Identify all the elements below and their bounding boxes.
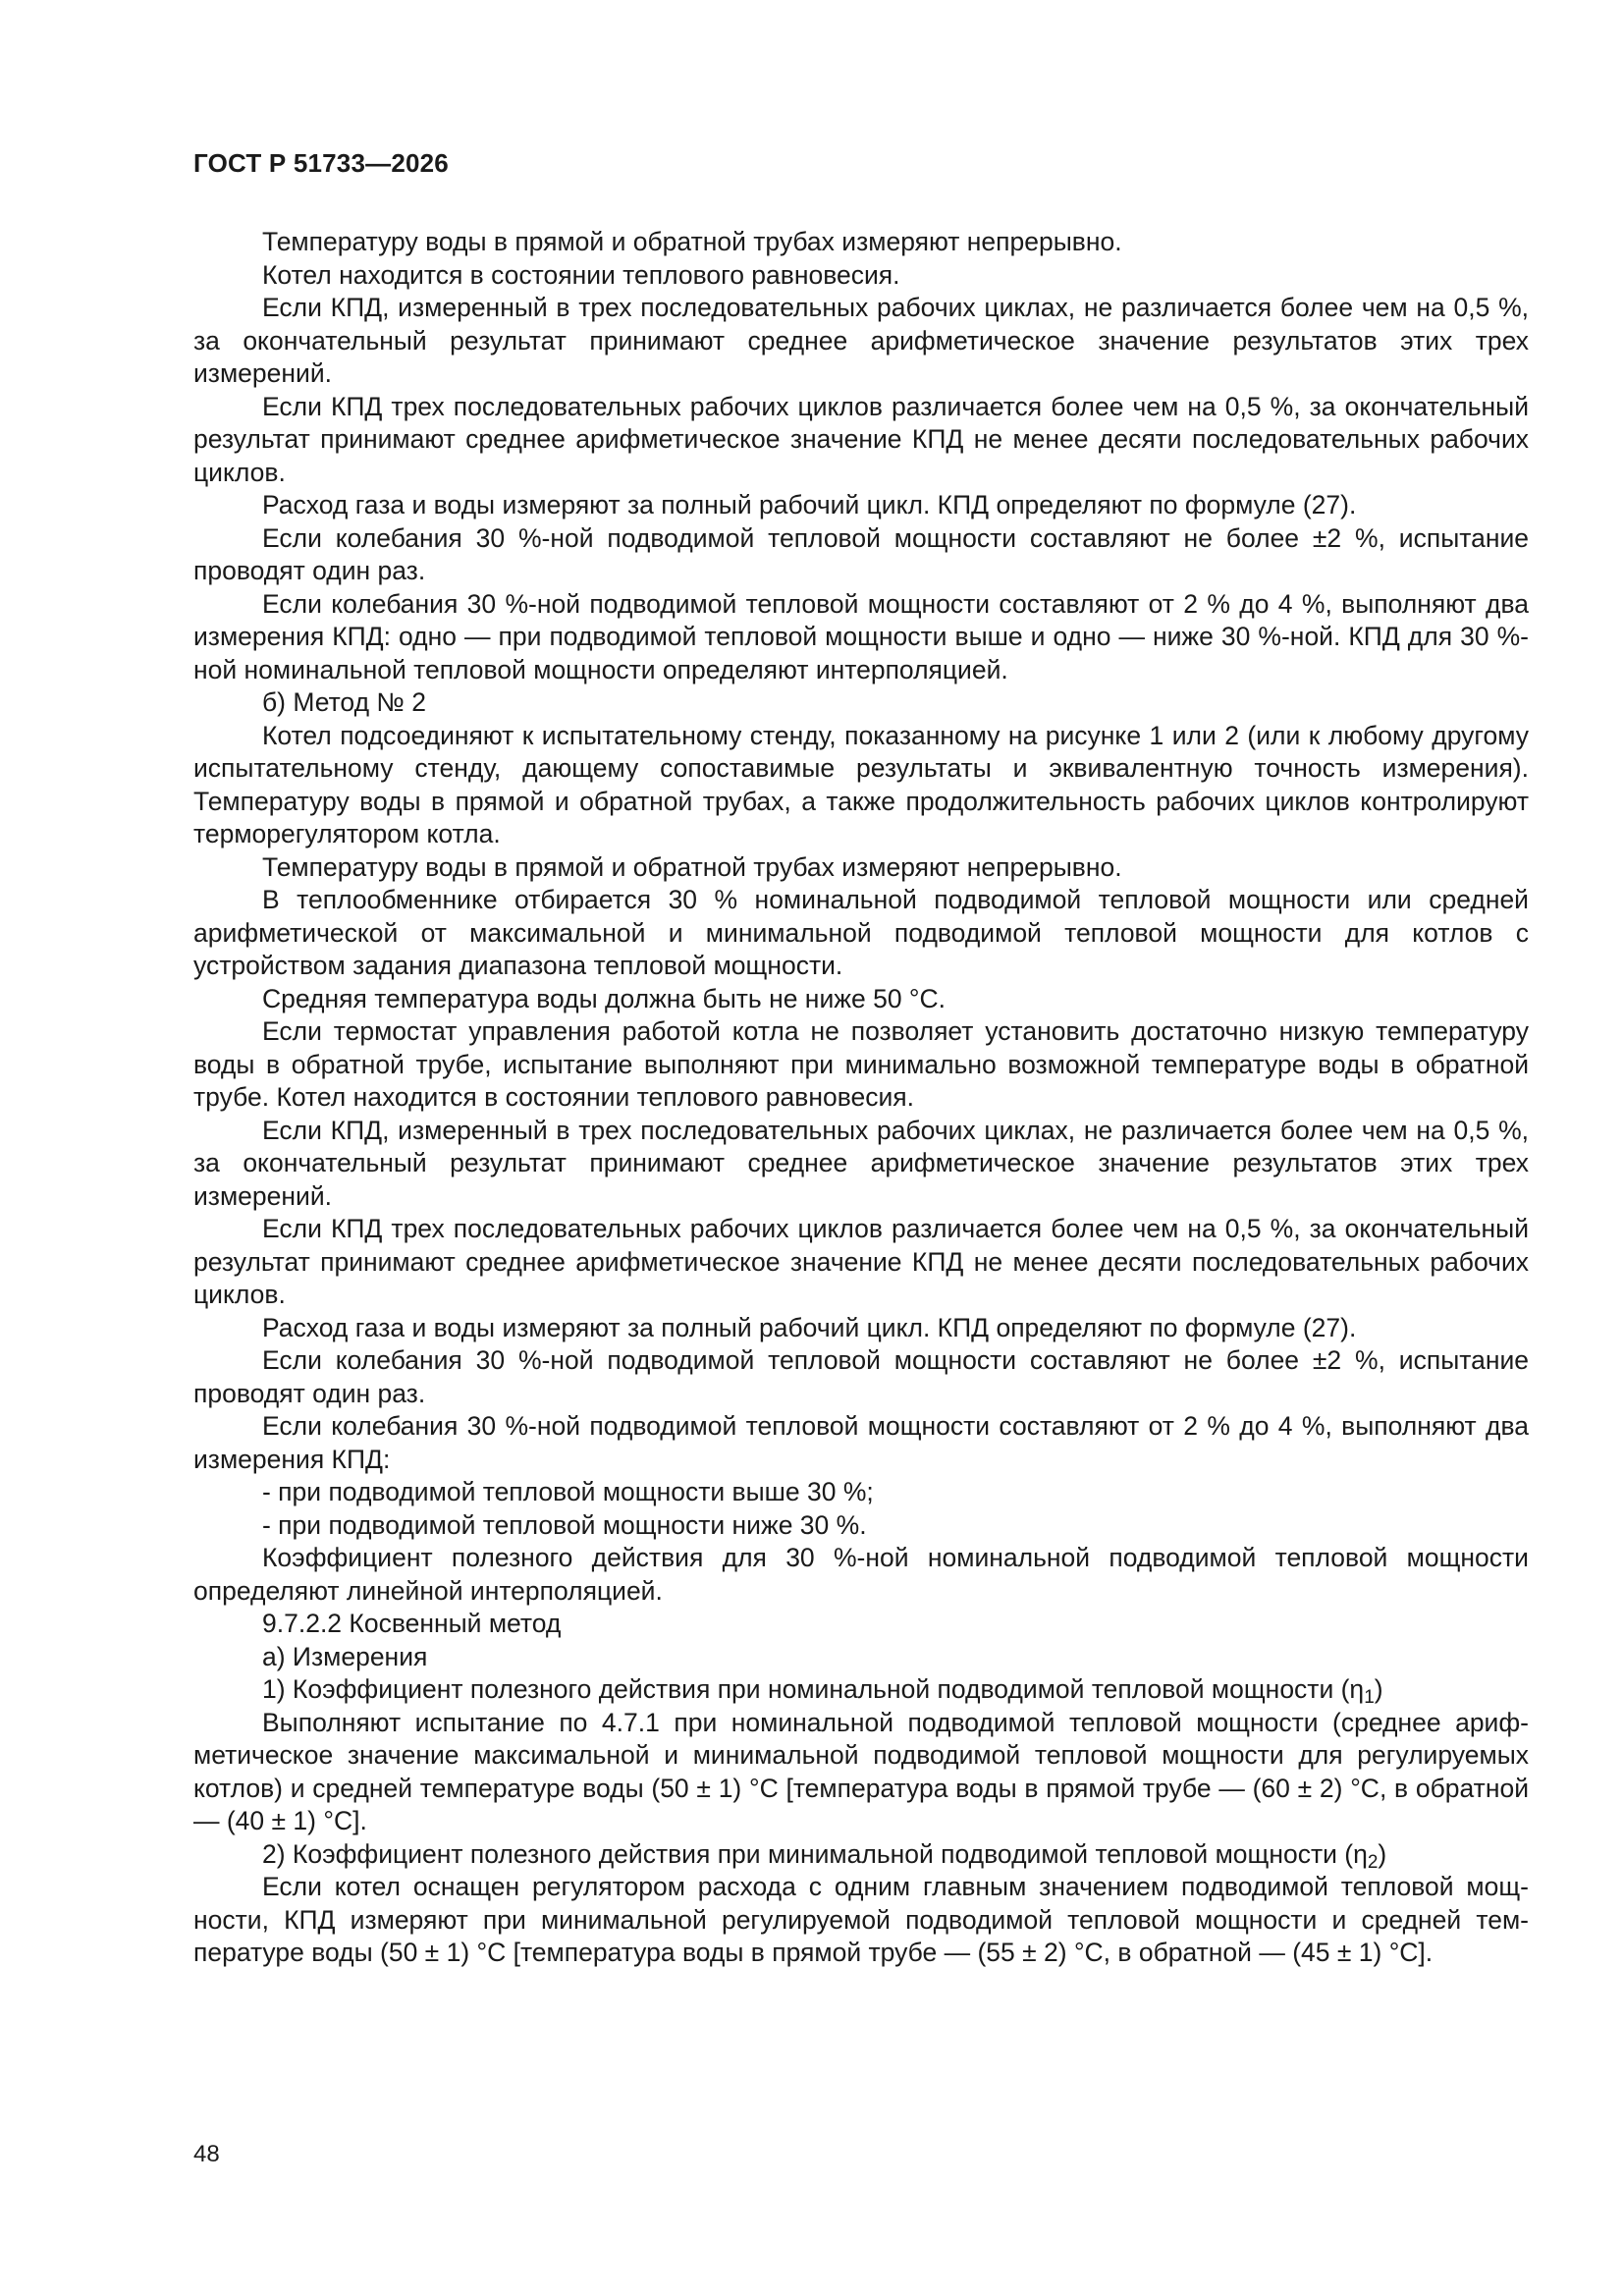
method-heading: б) Метод № 2: [262, 687, 426, 717]
paragraph: Котел находится в состоянии теплового равновесия.: [262, 259, 900, 290]
paragraph: Температуру воды в прямой и обратной трубах измеряют непрерывно.: [262, 227, 1122, 256]
paragraph: В теплообменнике отбирается 30 % номинальной подводимой тепловой мощности или средней арифметической от максимальной и минимальной подводимой тепловой мощности для котлов с устройством задания диапазона тепловой мощности.: [193, 885, 1529, 980]
paragraph: Если КПД трех последовательных рабочих циклов различается более чем на 0,5 %, за окончательный результат принимают среднее арифметическое значение КПД не менее десяти последовательных рабочих циклов.: [193, 391, 1529, 487]
paragraph: Средняя температура воды должна быть не ниже 50 °С.: [262, 983, 947, 1013]
paragraph: Если колебания 30 %-ной подводимой тепловой мощности составляют не более ±2 %, испытание проводят один раз.: [193, 1345, 1529, 1408]
paragraph: Если колебания 30 %-ной подводимой тепловой мощности составляют не более ±2 %, испытание проводят один раз.: [193, 522, 1529, 585]
item-close: ): [1374, 1674, 1383, 1704]
subsection-heading: а) Измерения: [262, 1641, 428, 1671]
numbered-item-1: [193, 1673, 1529, 1707]
paragraph: Если КПД, измеренный в трех последовательных рабочих циклах, не различается более чем на 0,5 %, за окончательный результат принимают среднее арифметическое значение результатов этих трех измерений.: [193, 1115, 1529, 1211]
paragraph: Если КПД трех последовательных рабочих циклов различается более чем на 0,5 %, за окончательный результат принимают среднее арифметическое значение КПД не менее десяти последовательных рабочих циклов.: [193, 1214, 1529, 1309]
item-text: 1) Коэффициент полезного действия при номинальной подводимой тепловой мощности (η: [262, 1674, 1365, 1704]
paragraph: Если котел оснащен регулятором расхода с одним главным значением подводимой тепловой мощности, КПД измеряют при минимальной регулируемой подводимой тепловой мощности и средней температуре воды (50 ± 1) °С [температура воды в прямой трубе — (55 ± 2) °С, в обратной — (45 ± 1) °С].: [193, 1872, 1529, 1967]
page-number: 48: [193, 2141, 220, 2167]
paragraph: Температуру воды в прямой и обратной трубах измеряют непрерывно.: [262, 851, 1122, 882]
paragraph: Расход газа и воды измеряют за полный рабочий цикл. КПД определяют по формуле (27).: [262, 1312, 1357, 1342]
item-subscript: 2: [1367, 1851, 1379, 1873]
paragraph: Выполняют испытание по 4.7.1 при номинальной подводимой тепловой мощности (среднее арифметическое значение максимальной и минимальной подводимой тепловой мощности для регулируемых котлов) и средней температуре воды (50 ± 1) °С [температура воды в прямой трубе — (60 ± 2) °С, в обратной — (40 ± 1) °С].: [193, 1707, 1529, 1835]
paragraph: Если КПД, измеренный в трех последовательных рабочих циклах, не различается более чем на 0,5 %, за окончательный результат принимают среднее арифметическое значение результатов этих трех измерений.: [193, 293, 1529, 388]
paragraph: Коэффициент полезного действия для 30 %-ной номинальной подводимой тепловой мощности определяют линейной интерполяцией.: [193, 1543, 1529, 1606]
paragraph: Расход газа и воды измеряют за полный рабочий цикл. КПД определяют по формуле (27).: [262, 490, 1357, 519]
list-item: - при подводимой тепловой мощности выше 30 %;: [262, 1477, 874, 1506]
paragraph: Если колебания 30 %-ной подводимой тепловой мощности составляют от 2 % до 4 %, выполняют два измерения КПД: одно — при подводимой тепловой мощности выше и одно — ниже 30 %-ной. КПД для 30 %-ной номинальной тепловой мощности определяют интерполяцией.: [193, 588, 1529, 684]
document-header: ГОСТ Р 51733—2026: [193, 148, 449, 178]
item-close: ): [1378, 1838, 1387, 1869]
paragraph: Котел подсоединяют к испытательному стенду, показанному на рисунке 1 или 2 (или к любому другому испытательному стенду, дающему сопоставимые результаты и эквивалентную точность измерения). Температуру воды в прямой и обратной трубах, а также продолжительность рабочих циклов контролируют терморегулятором котла.: [193, 720, 1529, 848]
paragraph: Если колебания 30 %-ной подводимой тепловой мощности составляют от 2 % до 4 %, выполняют два измерения КПД:: [193, 1411, 1529, 1474]
list-item: - при подводимой тепловой мощности ниже 30 %.: [262, 1509, 867, 1540]
numbered-item-2: [193, 1838, 1529, 1872]
document-body: [193, 226, 1529, 1970]
item-subscript: 1: [1364, 1687, 1375, 1708]
item-text: 2) Коэффициент полезного действия при минимальной подводимой тепловой мощности (η: [262, 1838, 1368, 1869]
paragraph: Если термостат управления работой котла не позволяет установить достаточно низкую температуру воды в обратной трубе, испытание выполняют при минимально возможной температуре воды в обратной трубе. Котел находится в состоянии теплового равновесия.: [193, 1016, 1529, 1112]
section-heading: 9.7.2.2 Косвенный метод: [262, 1609, 562, 1638]
